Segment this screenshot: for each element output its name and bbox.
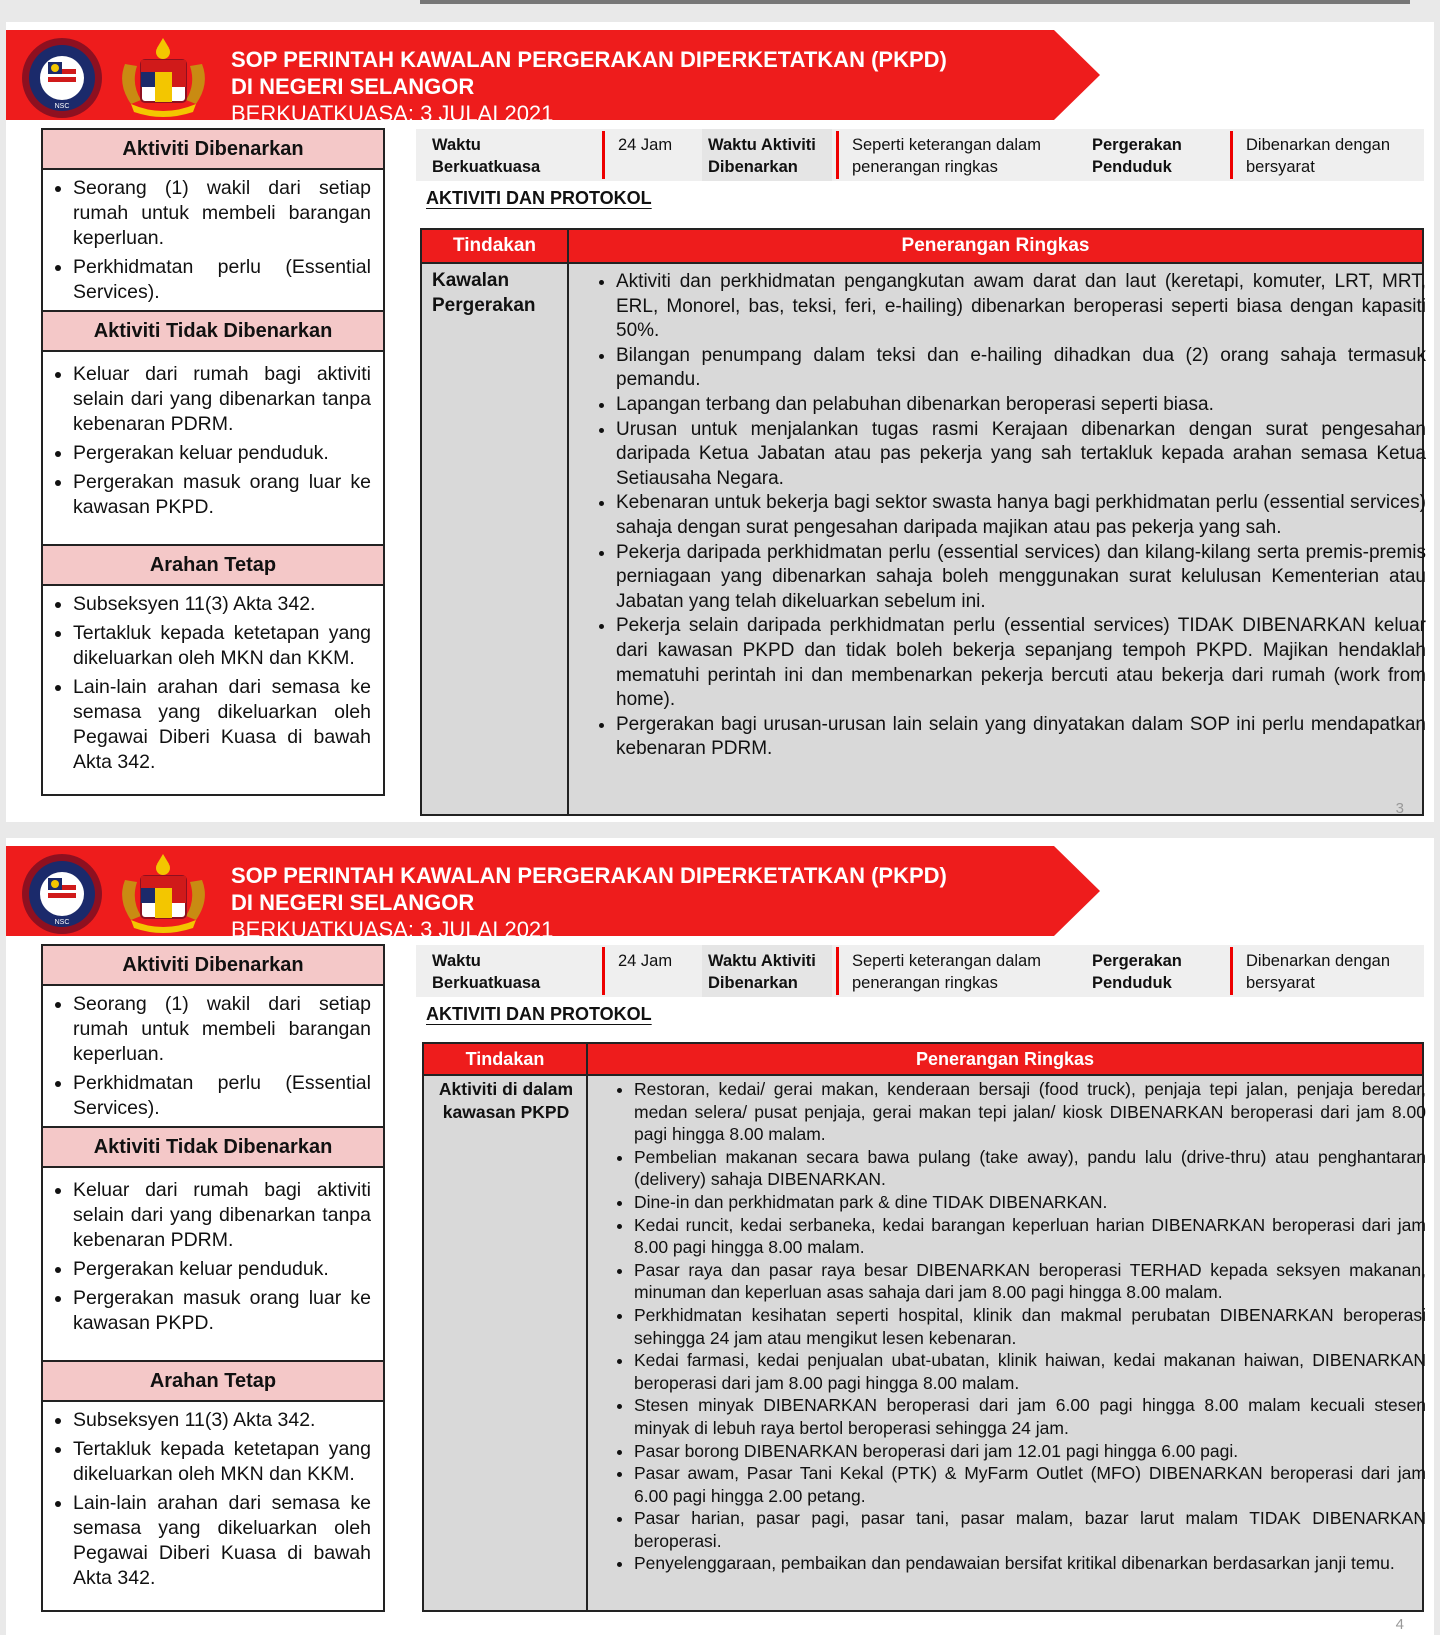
table-header-description: Penerangan Ringkas bbox=[901, 235, 1090, 256]
allowed-activities-list bbox=[43, 986, 383, 1126]
info-label-resident-movement: Pergerakan Penduduk bbox=[1092, 136, 1182, 176]
protocol-table bbox=[422, 1042, 1424, 1612]
list-item: • Aktiviti dan perkhidmatan pengangkutan awam darat dan laut (keretapi, komuter, LRT, MRT, ERL, Monorel, bas, teksi, feri, e-hailing) dibenarkan beroperasi seperti biasa dengan kapasiti 50%. bbox=[616, 270, 1426, 344]
list-item: • Pergerakan keluar penduduk. bbox=[73, 1257, 371, 1282]
list-item: • Kebenaran untuk bekerja bagi sektor swasta hanya bagi perkhidmatan perlu (essential services) sahaja dengan surat pengesahan daripada majikan atau pas pekerja yang sah. bbox=[616, 491, 1426, 540]
list-item: • Kedai runcit, kedai serbaneka, kedai barangan keperluan harian DIBENARKAN beroperasi dari jam 8.00 pagi hingga 8.00 malam. bbox=[634, 1214, 1426, 1259]
table-header bbox=[422, 230, 1422, 262]
info-label-activity-time: Waktu Aktiviti Dibenarkan bbox=[702, 129, 832, 181]
list-item: • Lain-lain arahan dari semasa ke semasa yang dikeluarkan oleh Pegawai Diberi Kuasa di bawah Akta 342. bbox=[73, 675, 371, 775]
slide-page-3 bbox=[6, 22, 1434, 822]
info-value-effective-time: 24 Jam bbox=[618, 952, 673, 970]
table-row-description-list bbox=[594, 270, 1426, 762]
list-item: • Pasar raya dan pasar raya besar DIBENARKAN beroperasi TERHAD kepada seksyen makanan, minuman dan keperluan asas sahaja dari jam 8.00 pagi hingga 8.00 malam. bbox=[634, 1259, 1426, 1304]
svg-text:NSC: NSC bbox=[54, 103, 70, 110]
list-item: • Pergerakan masuk orang luar ke kawasan PKPD. bbox=[73, 1286, 371, 1336]
list-item: • Tertakluk kepada ketetapan yang dikeluarkan oleh MKN dan KKM. bbox=[73, 621, 371, 671]
table-row-description-list bbox=[612, 1078, 1426, 1575]
coat-of-arms-icon bbox=[111, 850, 216, 936]
banner-subtitle: BERKUATKUASA: 3 JULAI 2021 bbox=[231, 101, 554, 126]
list-item: • Perkhidmatan perlu (Essential Services). bbox=[73, 255, 371, 305]
list-item: • Subseksyen 11(3) Akta 342. bbox=[73, 592, 371, 617]
info-separator bbox=[1230, 131, 1233, 179]
sidebar-panel bbox=[41, 128, 385, 796]
page-number: 4 bbox=[1395, 1616, 1404, 1633]
list-item: • Perkhidmatan perlu (Essential Services). bbox=[73, 1071, 371, 1121]
table-column-divider bbox=[586, 1044, 588, 1610]
list-item: • Seorang (1) wakil dari setiap rumah untuk membeli barangan keperluan. bbox=[73, 176, 371, 251]
info-separator bbox=[602, 131, 605, 179]
allowed-activities-heading: Aktiviti Dibenarkan bbox=[43, 946, 383, 986]
list-item: • Keluar dari rumah bagi aktiviti selain dari yang dibenarkan tanpa kebenaran PDRM. bbox=[73, 1178, 371, 1253]
list-item: • Kedai farmasi, kedai penjualan ubat-ubatan, klinik haiwan, kedai makanan haiwan, DIBENARKAN beroperasi dari jam 8.00 pagi hingga 8.00 malam. bbox=[634, 1349, 1426, 1394]
info-label-activity-time: Waktu Aktiviti Dibenarkan bbox=[702, 945, 832, 997]
not-allowed-activities-heading: Aktiviti Tidak Dibenarkan bbox=[43, 310, 383, 352]
banner-title-line1: SOP PERINTAH KAWALAN PERGERAKAN DIPERKETATKAN (PKPD) bbox=[231, 863, 947, 888]
page-number: 3 bbox=[1395, 800, 1404, 817]
list-item: • Bilangan penumpang dalam teksi dan e-hailing dihadkan dua (2) orang sahaja termasuk pemandu. bbox=[616, 344, 1426, 393]
list-item: • Lapangan terbang dan pelabuhan dibenarkan beroperasi seperti biasa. bbox=[616, 393, 1426, 418]
nsc-logo-icon bbox=[20, 36, 104, 120]
standing-orders-list bbox=[43, 1402, 383, 1603]
info-label-effective-time: Waktu Berkuatkuasa bbox=[432, 136, 541, 176]
info-value-effective-time: 24 Jam bbox=[618, 136, 673, 154]
table-header-action: Tindakan bbox=[465, 1049, 545, 1069]
protocol-section-label: AKTIVITI DAN PROTOKOL bbox=[426, 1004, 652, 1024]
list-item: • Dine-in dan perkhidmatan park & dine TIDAK DIBENARKAN. bbox=[634, 1191, 1426, 1214]
info-separator bbox=[1230, 947, 1233, 995]
sidebar-panel bbox=[41, 944, 385, 1612]
table-header bbox=[424, 1044, 1422, 1074]
list-item: • Stesen minyak DIBENARKAN beroperasi dari jam 6.00 pagi hingga 8.00 malam kecuali stesen minyak di lebuh raya bertol beroperasi sehingga 24 jam. bbox=[634, 1394, 1426, 1439]
table-column-divider bbox=[567, 230, 569, 814]
info-value-activity-time: Seperti keterangan dalam penerangan ringkas bbox=[852, 952, 1041, 992]
info-value-resident-movement: Dibenarkan dengan bersyarat bbox=[1246, 136, 1391, 176]
info-bar bbox=[416, 129, 1424, 181]
list-item: • Seorang (1) wakil dari setiap rumah untuk membeli barangan keperluan. bbox=[73, 992, 371, 1067]
slide-page-4 bbox=[6, 838, 1434, 1635]
table-header-line bbox=[422, 262, 1422, 264]
list-item: • Pergerakan masuk orang luar ke kawasan PKPD. bbox=[73, 470, 371, 520]
info-separator bbox=[836, 947, 839, 995]
table-header-line bbox=[424, 1074, 1422, 1076]
info-separator bbox=[836, 131, 839, 179]
info-value-resident-movement: Dibenarkan dengan bersyarat bbox=[1246, 952, 1391, 992]
table-row-action: Aktiviti di dalam kawasan PKPD bbox=[438, 1079, 574, 1122]
coat-of-arms-icon bbox=[111, 34, 216, 120]
list-item: • Pasar borong DIBENARKAN beroperasi dari jam 12.01 pagi hingga 6.00 pagi. bbox=[634, 1440, 1426, 1463]
allowed-activities-heading: Aktiviti Dibenarkan bbox=[43, 130, 383, 170]
banner-title-line2: DI NEGERI SELANGOR bbox=[231, 74, 475, 99]
table-header-action: Tindakan bbox=[452, 235, 537, 256]
slide-banner bbox=[6, 30, 1106, 126]
not-allowed-activities-list bbox=[43, 352, 383, 544]
list-item: • Pasar awam, Pasar Tani Kekal (PTK) & MyFarm Outlet (MFO) DIBENARKAN beroperasi dari jam 6.00 pagi hingga 2.00 petang. bbox=[634, 1462, 1426, 1507]
banner-subtitle: BERKUATKUASA: 3 JULAI 2021 bbox=[231, 917, 554, 942]
list-item: • Perkhidmatan kesihatan seperti hospital, klinik dan makmal perubatan DIBENARKAN beroperasi sehingga 24 jam atau mengikut lesen kebenaran. bbox=[634, 1304, 1426, 1349]
list-item: • Pasar harian, pasar pagi, pasar tani, pasar malam, bazar larut malam TIDAK DIBENARKAN beroperasi. bbox=[634, 1507, 1426, 1552]
not-allowed-activities-list bbox=[43, 1168, 383, 1360]
list-item: • Pergerakan bagi urusan-urusan lain selain yang dinyatakan dalam SOP ini perlu mendapatkan kebenaran PDRM. bbox=[616, 713, 1426, 762]
list-item: • Keluar dari rumah bagi aktiviti selain dari yang dibenarkan tanpa kebenaran PDRM. bbox=[73, 362, 371, 437]
banner-title-line2: DI NEGERI SELANGOR bbox=[231, 890, 475, 915]
info-bar bbox=[416, 945, 1424, 997]
protocol-section-label: AKTIVITI DAN PROTOKOL bbox=[426, 188, 652, 208]
banner-title-line1: SOP PERINTAH KAWALAN PERGERAKAN DIPERKETATKAN (PKPD) bbox=[231, 47, 947, 72]
protocol-table bbox=[420, 228, 1424, 816]
table-row-action: Kawalan Pergerakan bbox=[432, 270, 536, 316]
list-item: • Restoran, kedai/ gerai makan, kenderaan bersaji (food truck), penjaja tepi jalan, penjaja beredar, medan selera/ pusat penjaja, gerai makan tepi jalan/ kiosk DIBENARKAN beroperasi dari jam 8.00 pagi hingga 8.00 malam. bbox=[634, 1078, 1426, 1146]
list-item: • Lain-lain arahan dari semasa ke semasa yang dikeluarkan oleh Pegawai Diberi Kuasa di bawah Akta 342. bbox=[73, 1491, 371, 1591]
table-header-description: Penerangan Ringkas bbox=[915, 1049, 1095, 1069]
info-label-effective-time: Waktu Berkuatkuasa bbox=[432, 952, 541, 992]
list-item: • Pergerakan keluar penduduk. bbox=[73, 441, 371, 466]
info-separator bbox=[602, 947, 605, 995]
slide-banner bbox=[6, 846, 1106, 942]
not-allowed-activities-heading: Aktiviti Tidak Dibenarkan bbox=[43, 1126, 383, 1168]
list-item: • Penyelenggaraan, pembaikan dan pendawaian bersifat kritikal dibenarkan berdasarkan janji temu. bbox=[634, 1552, 1426, 1575]
list-item: • Urusan untuk menjalankan tugas rasmi Kerajaan dibenarkan dengan surat pengesahan daripada Ketua Jabatan atau pas pekerja yang sah tertakluk kepada arahan semasa Ketua Setiausaha Negara. bbox=[616, 418, 1426, 492]
list-item: • Pekerja selain daripada perkhidmatan perlu (essential services) TIDAK DIBENARKAN keluar dari kawasan PKPD dan tidak boleh bekerja sepanjang tempoh PKPD. Majikan hendaklah mematuhi perintah ini dan membenarkan pekerja bercuti atau bekerja dari rumah (work from home). bbox=[616, 614, 1426, 712]
standing-orders-list bbox=[43, 586, 383, 787]
list-item: • Pekerja daripada perkhidmatan perlu (essential services) dan kilang-kilang serta premis-premis perniagaan yang dibenarkan sahaja boleh menggunakan surat kelulusan Kementerian atau Jabatan yang telah dikeluarkan sebelum ini. bbox=[616, 541, 1426, 615]
nsc-logo-icon bbox=[20, 852, 104, 936]
standing-orders-heading: Arahan Tetap bbox=[43, 544, 383, 586]
info-label-resident-movement: Pergerakan Penduduk bbox=[1092, 952, 1182, 992]
svg-text:NSC: NSC bbox=[54, 919, 70, 926]
list-item: • Tertakluk kepada ketetapan yang dikeluarkan oleh MKN dan KKM. bbox=[73, 1437, 371, 1487]
info-value-activity-time: Seperti keterangan dalam penerangan ringkas bbox=[852, 136, 1041, 176]
previous-page-edge bbox=[420, 0, 1410, 4]
standing-orders-heading: Arahan Tetap bbox=[43, 1360, 383, 1402]
list-item: • Subseksyen 11(3) Akta 342. bbox=[73, 1408, 371, 1433]
allowed-activities-list bbox=[43, 170, 383, 310]
list-item: • Pembelian makanan secara bawa pulang (take away), pandu lalu (drive-thru) atau penghantaran (delivery) sahaja DIBENARKAN. bbox=[634, 1146, 1426, 1191]
